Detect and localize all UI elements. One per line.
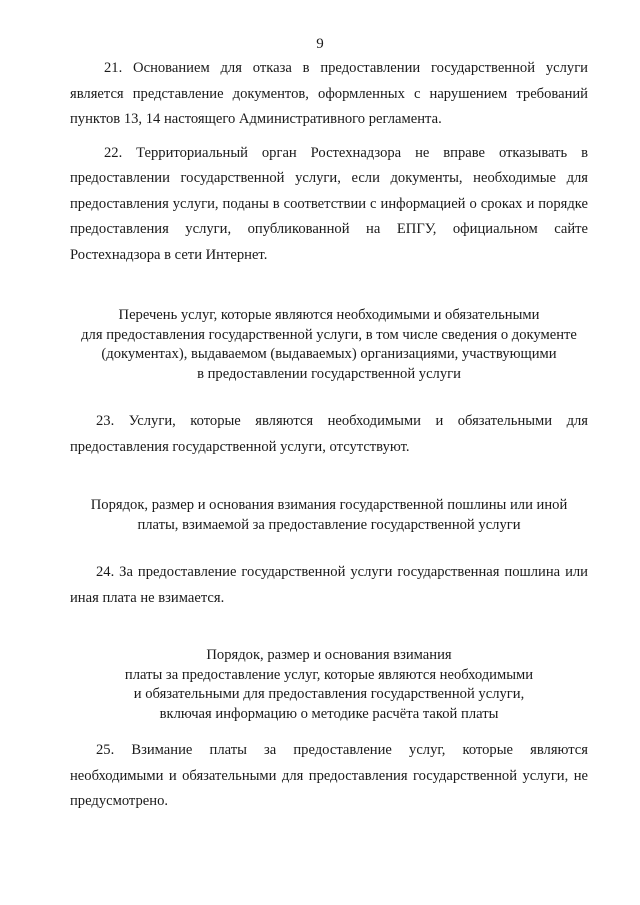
paragraph-22: 22. Территориальный орган Ростехнадзора не вправе отказывать в предоставлении государственной услуги, если документы, необходимые для предоставления услуги, поданы в соответствии с информацией о сроках и порядке предоставления услуги, опубликованной на ЕПГУ, официальном сайте Ростехнадзора в сети Интернет.	[70, 144, 588, 263]
heading-line: в предоставлении государственной услуги	[197, 365, 461, 382]
heading-line: и обязательными для предоставления государственной услуги,	[133, 686, 525, 702]
heading-line: Перечень услуг, которые являются необходимыми и обязательными	[118, 307, 540, 323]
section-heading-service-fee	[70, 646, 588, 724]
heading-line: Порядок, размер и основания взимания	[206, 647, 452, 663]
section-heading-required-services	[70, 306, 588, 384]
section-heading-state-fee	[70, 496, 588, 535]
paragraph-23: 23. Услуги, которые являются необходимыми и обязательными для предоставления государственной услуги, отсутствуют.	[70, 413, 588, 455]
document-body	[70, 56, 588, 815]
heading-line: включая информацию о методике расчёта такой платы	[159, 705, 499, 722]
heading-line: платы за предоставление услуг, которые являются необходимыми	[124, 666, 534, 683]
heading-line: (документах), выдаваемом (выдаваемых) организациями, участвующими	[101, 346, 557, 362]
page-number: 9	[316, 36, 324, 52]
paragraph-25: 25. Взимание платы за предоставление услуг, которые являются необходимыми и обязательными для предоставления государственной услуги, не предусмотрено.	[70, 742, 588, 809]
paragraph-24: 24. За предоставление государственной услуги государственная пошлина или иная плата не взимается.	[70, 564, 588, 606]
heading-line: Порядок, размер и основания взимания государственной пошлины или иной	[90, 497, 568, 513]
paragraph-21: 21. Основанием для отказа в предоставлении государственной услуги является представление документов, оформленных с нарушением требований пунктов 13, 14 настоящего Административного регламента.	[70, 60, 588, 127]
heading-line: для предоставления государственной услуги, в том числе сведения о документе	[81, 326, 577, 343]
heading-line: платы, взимаемой за предоставление государственной услуги	[137, 516, 521, 533]
